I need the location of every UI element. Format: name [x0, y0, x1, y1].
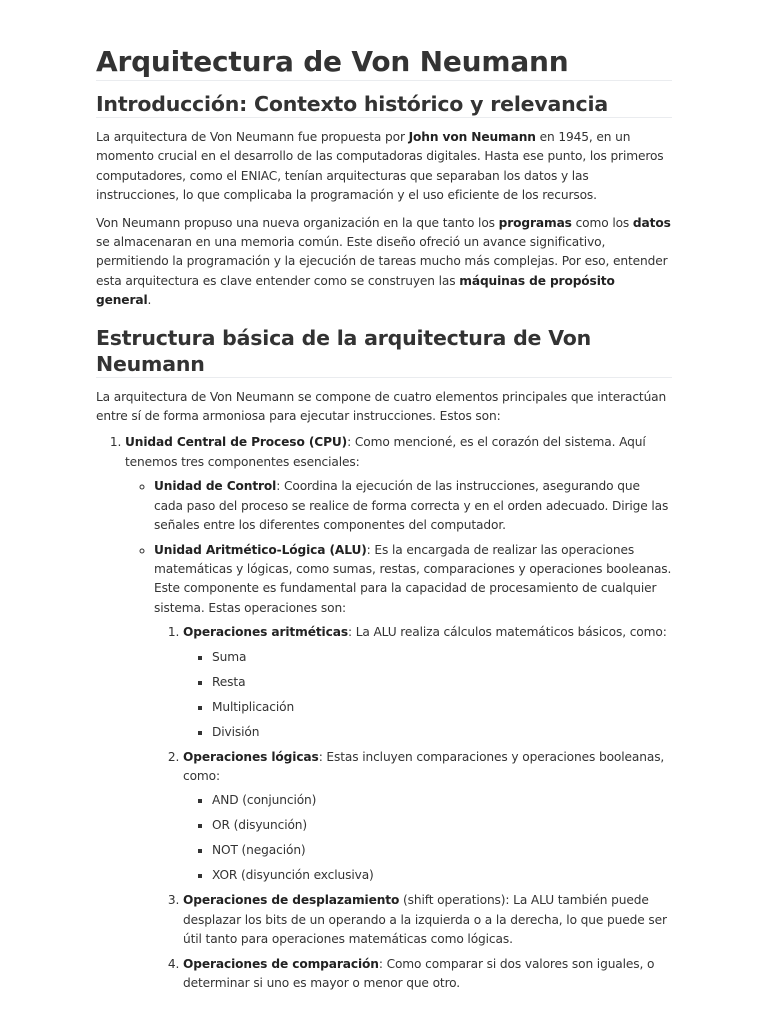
bold-text: Unidad de Control [154, 479, 277, 494]
list-item: ▪ XOR (disyunción exclusiva) [212, 866, 672, 885]
arithmetic-sublist [183, 648, 672, 742]
list-item: ▪ AND (conjunción) [212, 791, 672, 810]
text-run: Von Neumann propuso una nueva organización en la que tanto los [96, 215, 499, 230]
article [96, 44, 672, 998]
intro-heading: Introducción: Contexto histórico y relevancia [96, 91, 672, 118]
list-item-comparison [183, 955, 672, 994]
list-item: ▪ Resta [212, 673, 672, 692]
intro-paragraph-1 [96, 128, 672, 206]
bold-text: Operaciones lógicas [183, 749, 319, 764]
bold-text: datos [632, 215, 671, 230]
text-run: como los [571, 215, 633, 230]
list-item-cpu [125, 433, 672, 993]
intro-paragraph-2 [96, 214, 672, 311]
list-item-alu [154, 541, 672, 994]
text-run: : La ALU realiza cálculos matemáticos básicos, como: [347, 625, 667, 640]
text-run: en 1945, en un momento crucial en el desarrollo de las computadoras digitales. Hasta ese punto, los primeros computadores, como el ENIAC, tenían arquitecturas que separaban los datos y las instrucciones, lo que complicaba la programación y el uso eficiente de los recursos. [96, 130, 664, 203]
list-item: ▪ División [212, 723, 672, 742]
components-list [96, 433, 672, 993]
text-run: : Estas incluyen comparaciones y operaciones booleanas, como: [183, 749, 665, 783]
list-item-shift [183, 891, 672, 949]
list-item: ▪ OR (disyunción) [212, 816, 672, 835]
bold-text: Unidad Aritmético-Lógica (ALU) [154, 542, 367, 557]
structure-heading: Estructura básica de la arquitectura de Von Neumann [96, 325, 672, 378]
bold-text: máquinas de propósito general [96, 273, 615, 308]
text-run: . [147, 293, 152, 308]
logical-sublist [183, 791, 672, 885]
text-run: : Como mencioné, es el corazón del sistema. Aquí tenemos tres componentes esenciales: [125, 435, 646, 469]
bold-text: Operaciones de comparación [183, 956, 379, 971]
bold-text: programas [498, 215, 572, 230]
list-item-arithmetic [183, 623, 672, 742]
list-item-control-unit [154, 477, 672, 535]
operations-list [154, 623, 672, 993]
bold-text: Operaciones de desplazamiento [183, 893, 400, 908]
structure-paragraph: La arquitectura de Von Neumann se compone de cuatro elementos principales que interactúan entre sí de forma armoniosa para ejecutar instrucciones. Estos son: [96, 389, 667, 424]
text-run: se almacenaran en una memoria común. Este diseño ofreció un avance significativo, permitiendo la programación y la ejecución de tareas mucho más complejas. Por eso, entender esta arquitectura es clave entender como se construyen las [96, 235, 668, 288]
list-item: ▪ Multiplicación [212, 698, 672, 717]
list-item: ▪ NOT (negación) [212, 841, 672, 860]
text-run: : Coordina la ejecución de las instrucciones, asegurando que cada paso del proceso se realice de forma correcta y en el orden adecuado. Dirige las señales entre los diferentes componentes del computador. [154, 479, 669, 533]
page-title: Arquitectura de Von Neumann [96, 44, 672, 81]
list-item-logical [183, 748, 672, 886]
cpu-sublist [125, 477, 672, 993]
list-item: ▪ Suma [212, 648, 672, 667]
bold-text: John von Neumann [408, 130, 536, 144]
text-run: : Es la encargada de realizar las operaciones matemáticas y lógicas, como sumas, restas, comparaciones y operaciones booleanas. Este componente es fundamental para la capacidad de procesamiento de cualquier sistema. Estas operaciones son: [154, 542, 672, 615]
bold-text: Operaciones aritméticas [183, 625, 348, 640]
bold-text: Unidad Central de Proceso (CPU) [125, 435, 348, 450]
text-run: (shift operations): La ALU también puede desplazar los bits de un operando a la izquierda o a la derecha, lo que puede ser útil tanto para operaciones matemáticas como lógicas. [183, 893, 667, 947]
text-run: : Como comparar si dos valores son iguales, o determinar si uno es mayor o menor que otro. [183, 956, 655, 990]
text-run: La arquitectura de Von Neumann fue propuesta por [96, 130, 409, 144]
